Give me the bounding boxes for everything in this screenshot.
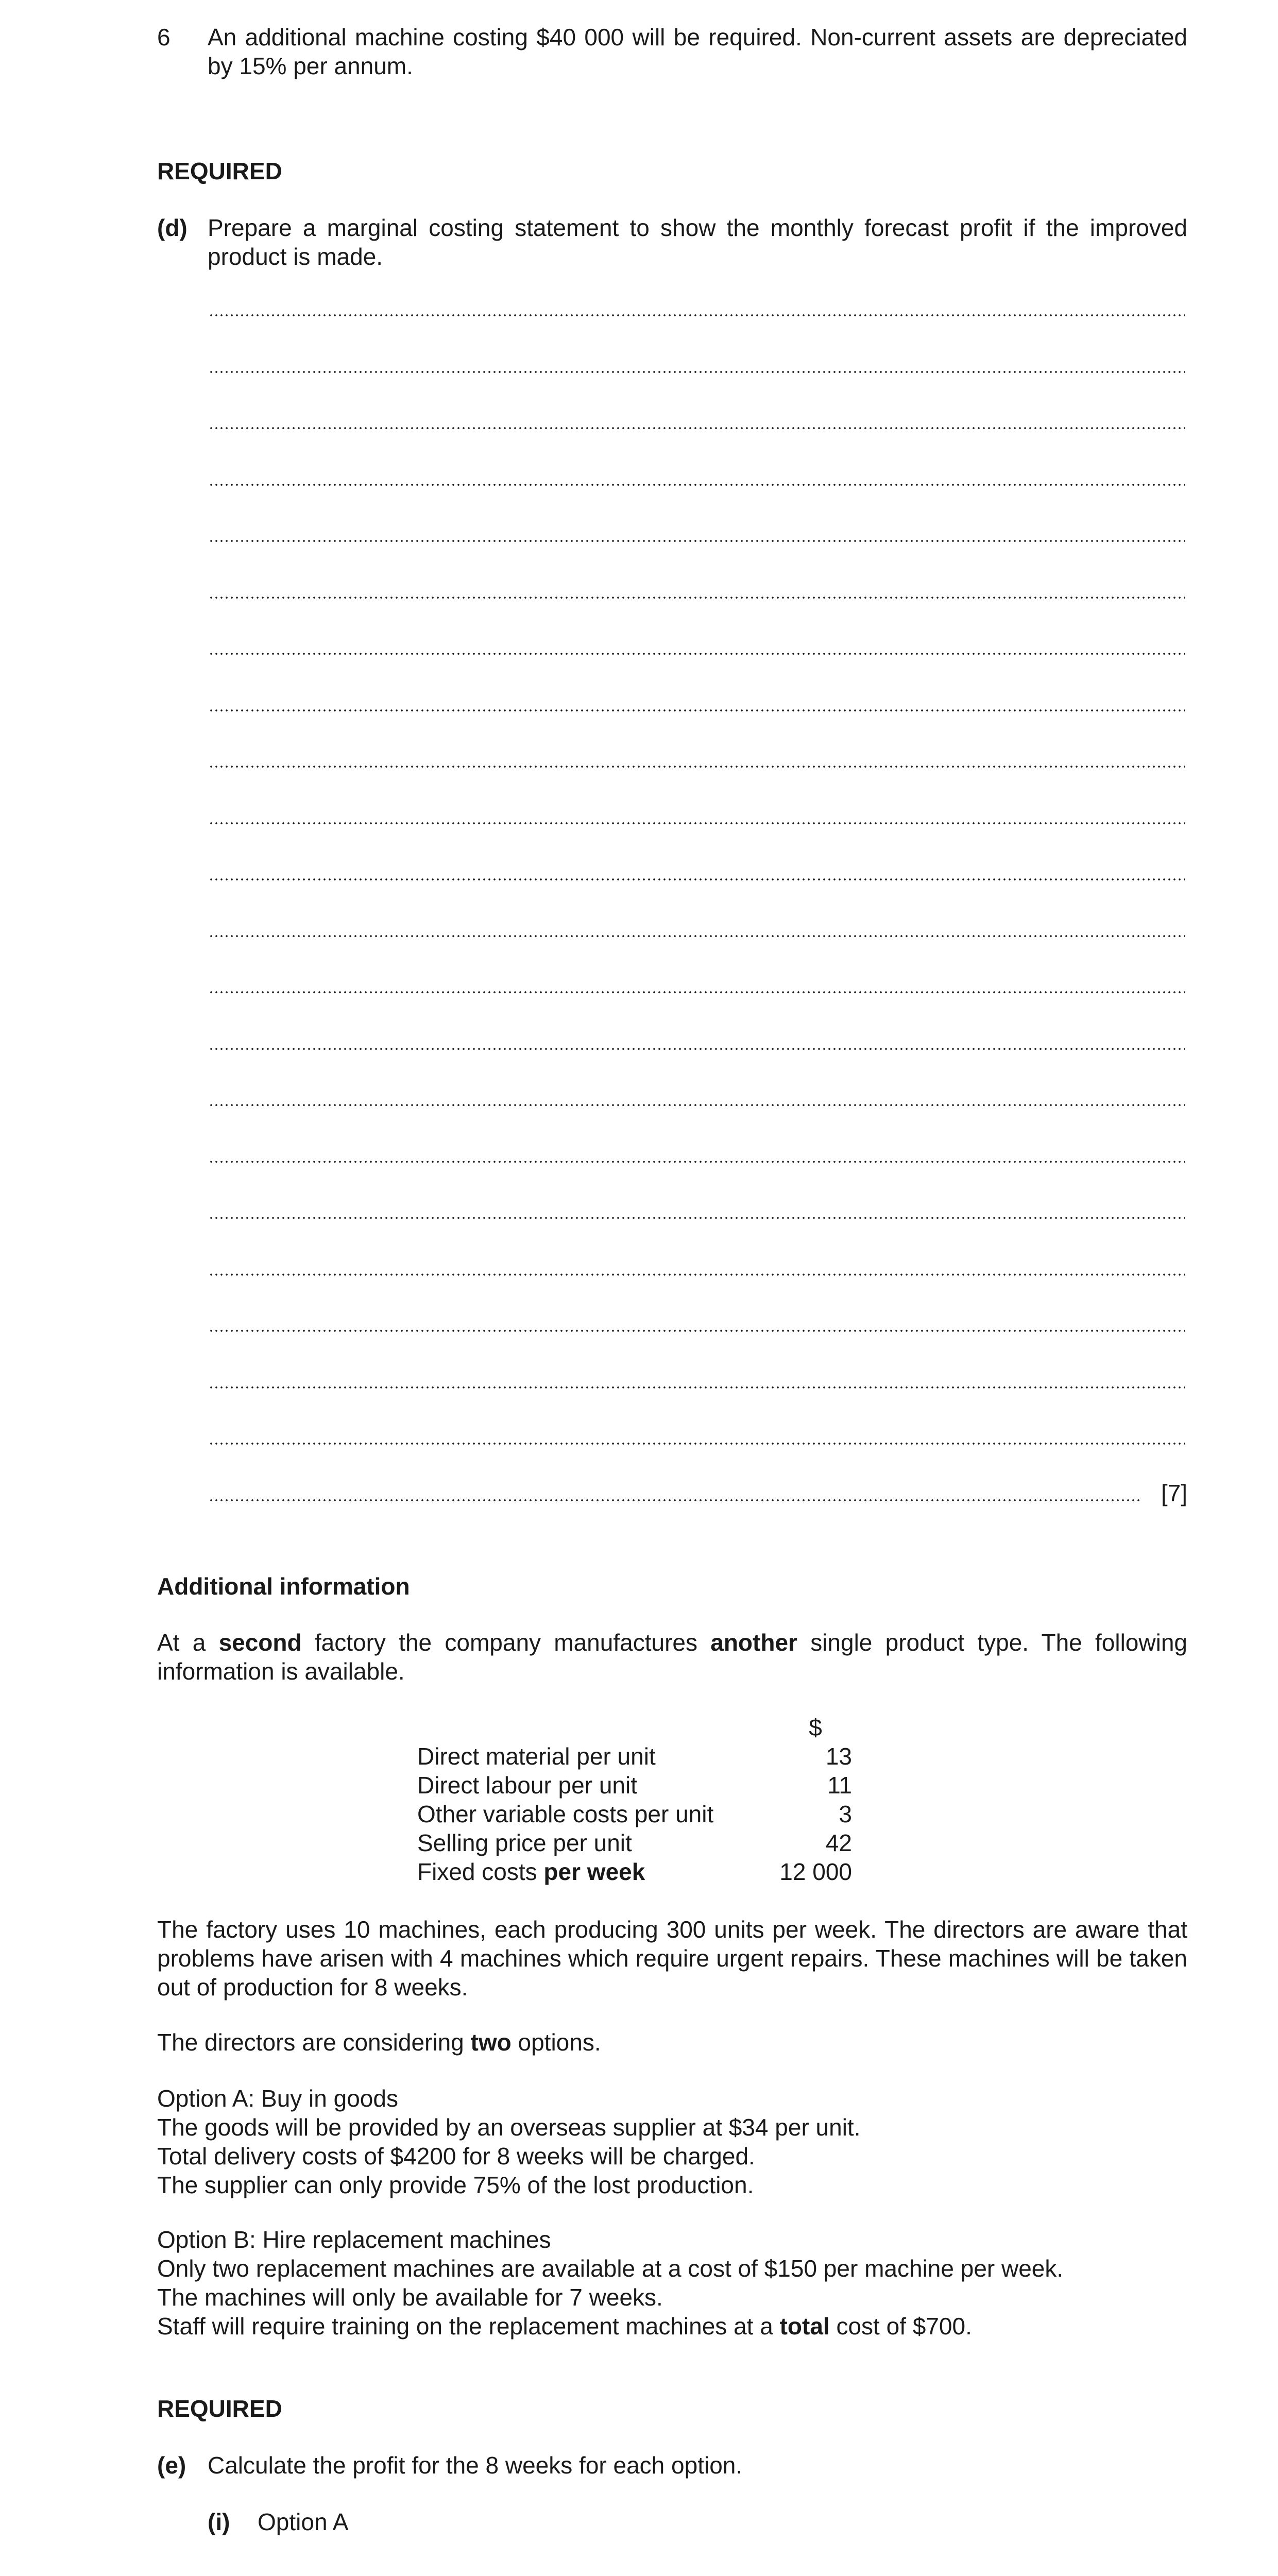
options-intro: The directors are considering two options.: [157, 2029, 601, 2056]
answer-line[interactable]: [209, 878, 1185, 880]
answer-line[interactable]: [209, 314, 1185, 316]
cost-label: Selling price per unit: [417, 1829, 632, 1856]
option-a-line: Total delivery costs of $4200 for 8 weeks will be charged.: [157, 2143, 755, 2170]
cost-value: 3: [839, 1801, 852, 1827]
cost-value: 11: [827, 1772, 852, 1799]
part-e-i-label: (i): [208, 2509, 230, 2535]
answer-line[interactable]: [209, 1161, 1185, 1163]
part-e-text: Calculate the profit for the 8 weeks for each option.: [208, 2452, 743, 2479]
answer-line[interactable]: [209, 653, 1185, 655]
answer-line[interactable]: [209, 822, 1185, 824]
option-a-line: The supplier can only provide 75% of the lost production.: [157, 2172, 754, 2198]
part-e-label: (e): [157, 2452, 186, 2479]
answer-line[interactable]: [209, 427, 1185, 429]
option-a-block: [157, 2084, 861, 2199]
answer-line[interactable]: [209, 935, 1185, 937]
answer-line[interactable]: [209, 766, 1185, 768]
table-row: [417, 1800, 852, 1828]
option-b-block: [157, 2225, 1063, 2341]
table-row: [417, 1828, 852, 1857]
answer-line[interactable]: [209, 1048, 1185, 1050]
additional-info-intro: At a second factory the company manufactures another single product type. The following information is available.: [157, 1629, 1187, 1685]
part-d-label: (d): [157, 214, 188, 241]
option-a-line: The goods will be provided by an overseas supplier at $34 per unit.: [157, 2114, 861, 2141]
option-b-line: The machines will only be available for 7 weeks.: [157, 2284, 663, 2311]
currency-header: $: [809, 1714, 822, 1741]
cost-label: Direct labour per unit: [417, 1772, 637, 1799]
fixed-costs-label: Fixed costs per week: [417, 1858, 645, 1885]
cost-table: [417, 1713, 852, 1886]
cost-label: Other variable costs per unit: [417, 1801, 714, 1827]
cost-value: 42: [825, 1829, 852, 1856]
required-heading-2: REQUIRED: [157, 2395, 282, 2422]
answer-line[interactable]: [209, 484, 1185, 486]
table-row: [417, 1857, 852, 1886]
answer-line[interactable]: [209, 1104, 1185, 1106]
fixed-costs-value: 12 000: [779, 1858, 852, 1885]
cost-value: 13: [825, 1743, 852, 1770]
answer-line[interactable]: [209, 1217, 1185, 1219]
part-e-i-text: Option A: [258, 2509, 349, 2535]
answer-line[interactable]: [209, 540, 1185, 542]
table-row: [417, 1771, 852, 1800]
machines-paragraph: The factory uses 10 machines, each producing 300 units per week. The directors are aware that problems have arisen with 4 machines which require urgent repairs. These machines will be taken out of production for 8 weeks.: [157, 1916, 1187, 2001]
answer-line[interactable]: [209, 597, 1185, 599]
answer-line[interactable]: [209, 709, 1185, 711]
option-b-title: Option B: Hire replacement machines: [157, 2226, 551, 2253]
answer-line[interactable]: [209, 1443, 1185, 1445]
answer-line[interactable]: [209, 991, 1185, 993]
part-d-marks: [7]: [1161, 1480, 1187, 1506]
option-a-title: Option A: Buy in goods: [157, 2085, 398, 2112]
option-b-line: Only two replacement machines are available at a cost of $150 per machine per week.: [157, 2255, 1064, 2282]
answer-line[interactable]: [209, 1330, 1185, 1332]
answer-line[interactable]: [209, 1274, 1185, 1276]
answer-line[interactable]: [209, 371, 1185, 373]
additional-info-heading: Additional information: [157, 1573, 410, 1600]
table-row: [417, 1742, 852, 1771]
answer-line[interactable]: [209, 1499, 1141, 1501]
question-number: 6: [157, 24, 171, 50]
option-b-line: Staff will require training on the replacement machines at a total cost of $700.: [157, 2313, 972, 2340]
required-heading: REQUIRED: [157, 158, 282, 184]
cost-label: Direct material per unit: [417, 1743, 656, 1770]
part-d-text: Prepare a marginal costing statement to show the monthly forecast profit if the improved product is made.: [208, 214, 1187, 270]
question-6-text: An additional machine costing $40 000 will be required. Non-current assets are depreciated by 15% per annum.: [208, 24, 1187, 79]
answer-line[interactable]: [209, 1386, 1185, 1388]
